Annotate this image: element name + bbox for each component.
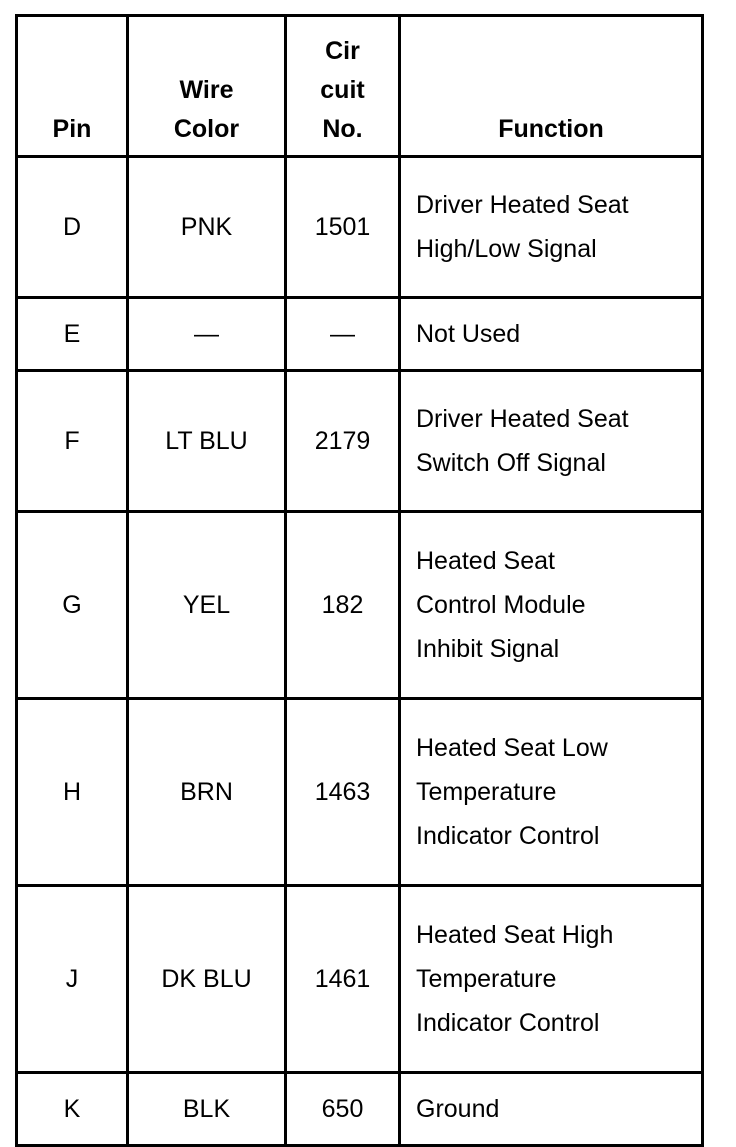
pin-cell: K xyxy=(17,1073,128,1146)
pin-cell: H xyxy=(17,699,128,886)
function-line: Temperature xyxy=(416,965,557,993)
wire-color-cell: BLK xyxy=(128,1073,286,1146)
function-cell xyxy=(400,512,703,699)
table-row xyxy=(17,699,703,886)
function-cell xyxy=(400,298,703,371)
function-line: Heated Seat Low xyxy=(416,734,608,762)
function-line: High/Low Signal xyxy=(416,235,597,263)
function-line: Inhibit Signal xyxy=(416,635,560,663)
table-row xyxy=(17,371,703,512)
header-circuit-line: cuit xyxy=(320,76,365,104)
function-line: Indicator Control xyxy=(416,822,600,850)
wire-color-cell: DK BLU xyxy=(128,886,286,1073)
header-function-line: Function xyxy=(498,115,604,143)
circuit-cell: — xyxy=(286,298,400,371)
table-row xyxy=(17,512,703,699)
function-line: Driver Heated Seat xyxy=(416,405,629,433)
header-circuit-no xyxy=(286,16,400,157)
circuit-cell: 1463 xyxy=(286,699,400,886)
function-cell xyxy=(400,699,703,886)
circuit-cell: 650 xyxy=(286,1073,400,1146)
function-line: Ground xyxy=(416,1095,500,1123)
function-line: Heated Seat High xyxy=(416,921,614,949)
pin-cell: F xyxy=(17,371,128,512)
pin-cell: E xyxy=(17,298,128,371)
function-line: Indicator Control xyxy=(416,1009,600,1037)
wire-color-cell: LT BLU xyxy=(128,371,286,512)
pin-cell: J xyxy=(17,886,128,1073)
header-circuit-line: No. xyxy=(322,115,363,143)
function-line: Not Used xyxy=(416,320,521,348)
pin-cell: D xyxy=(17,157,128,298)
function-cell xyxy=(400,157,703,298)
circuit-cell: 2179 xyxy=(286,371,400,512)
circuit-cell: 1461 xyxy=(286,886,400,1073)
table-row xyxy=(17,886,703,1073)
wire-color-cell: BRN xyxy=(128,699,286,886)
function-line: Driver Heated Seat xyxy=(416,191,629,219)
function-cell xyxy=(400,1073,703,1146)
wire-color-cell: YEL xyxy=(128,512,286,699)
circuit-cell: 182 xyxy=(286,512,400,699)
header-wire-color-line: Wire xyxy=(179,76,234,104)
wire-color-cell: PNK xyxy=(128,157,286,298)
function-line: Switch Off Signal xyxy=(416,449,606,477)
function-cell xyxy=(400,371,703,512)
circuit-cell: 1501 xyxy=(286,157,400,298)
table-row xyxy=(17,298,703,371)
connector-pinout-table xyxy=(15,14,704,1147)
header-row xyxy=(17,16,703,157)
header-pin-line: Pin xyxy=(52,115,92,143)
header-function xyxy=(400,16,703,157)
header-wire-color-line: Color xyxy=(173,115,240,143)
table-row xyxy=(17,157,703,298)
table-row xyxy=(17,1073,703,1146)
wire-color-cell: — xyxy=(128,298,286,371)
function-line: Temperature xyxy=(416,778,557,806)
function-cell xyxy=(400,886,703,1073)
header-circuit-line: Cir xyxy=(325,37,360,65)
header-pin xyxy=(17,16,128,157)
pin-cell: G xyxy=(17,512,128,699)
function-line: Control Module xyxy=(416,591,586,619)
function-line: Heated Seat xyxy=(416,547,555,575)
header-wire-color xyxy=(128,16,286,157)
